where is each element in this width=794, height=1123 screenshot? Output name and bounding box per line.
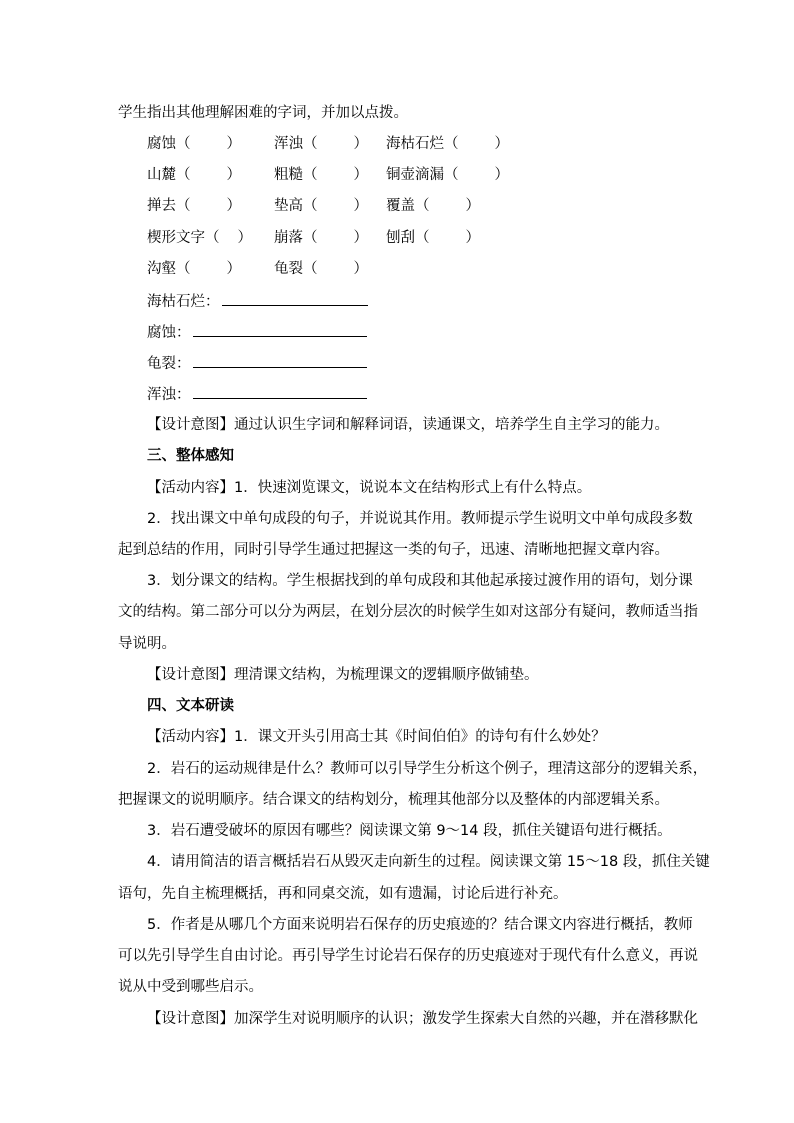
- vocab-item: 山麓（ ）: [147, 167, 241, 183]
- vocab-item: 掸去（ ）: [147, 198, 241, 214]
- paragraph: 说从中受到哪些启示。: [118, 979, 263, 995]
- answer-line[interactable]: [222, 291, 368, 306]
- vocab-item: 崩落（ ）: [274, 230, 368, 246]
- answer-line[interactable]: [193, 353, 367, 368]
- paragraph: 3．岩石遭受破坏的原因有哪些？阅读课文第 9～14 段，抓住关键语句进行概括。: [147, 823, 672, 839]
- paragraph: 【活动内容】1．课文开头引用高士其《时间伯伯》的诗句有什么妙处？: [147, 729, 606, 745]
- vocab-item: 刨刮（ ）: [386, 230, 480, 246]
- paragraph: 5．作者是从哪几个方面来说明岩石保存的历史痕迹的？结合课文内容进行概括，教师: [147, 917, 693, 933]
- vocab-item: 覆盖（ ）: [386, 198, 480, 214]
- fill-item: 龟裂：: [147, 353, 367, 374]
- intro-text: 学生指出其他理解困难的字词，并加以点拨。: [118, 105, 408, 121]
- paragraph: 起到总结的作用，同时引导学生通过把握这一类的句子，迅速、清晰地把握文章内容。: [118, 542, 669, 558]
- design-intent: 【设计意图】通过认识生字词和解释词语，读通课文，培养学生自主学习的能力。: [147, 417, 669, 433]
- section-heading: 四、文本研读: [147, 698, 234, 714]
- vocab-item: 楔形文字（ ）: [147, 230, 252, 246]
- paragraph: 语句，先自主梳理概括，再和同桌交流，如有遗漏，讨论后进行补充。: [118, 886, 568, 902]
- answer-line[interactable]: [193, 384, 367, 399]
- vocab-item: 沟壑（ ）: [147, 261, 241, 277]
- design-intent: 【设计意图】加深学生对说明顺序的认识；激发学生探索大自然的兴趣，并在潜移默化: [147, 1011, 698, 1027]
- section-heading: 三、整体感知: [147, 448, 234, 464]
- design-intent: 【设计意图】理清课文结构，为梳理课文的逻辑顺序做铺垫。: [147, 667, 539, 683]
- vocab-item: 浑浊（ ）: [274, 136, 368, 152]
- paragraph: 2．找出课文中单句成段的句子，并说说其作用。教师提示学生说明文中单句成段多数: [147, 511, 693, 527]
- vocab-item: 垫高（ ）: [274, 198, 368, 214]
- paragraph: 3．划分课文的结构。学生根据找到的单句成段和其他起承接过渡作用的语句，划分课: [147, 573, 693, 589]
- paragraph: 可以先引导学生自由讨论。再引导学生讨论岩石保存的历史痕迹对于现代有什么意义，再说: [118, 948, 698, 964]
- vocab-item: 海枯石烂（ ）: [386, 136, 509, 152]
- vocab-item: 粗糙（ ）: [274, 167, 368, 183]
- fill-item: 海枯石烂：: [147, 291, 368, 312]
- vocab-item: 铜壶滴漏（ ）: [386, 167, 509, 183]
- vocab-item: 龟裂（ ）: [274, 261, 368, 277]
- answer-line[interactable]: [193, 322, 367, 337]
- paragraph: 把握课文的说明顺序。结合课文的结构划分，梳理其他部分以及整体的内部逻辑关系。: [118, 792, 669, 808]
- paragraph: 4．请用简洁的语言概括岩石从毁灭走向新生的过程。阅读课文第 15～18 段，抓住关键: [147, 854, 710, 870]
- paragraph: 文的结构。第二部分可以分为两层，在划分层次的时候学生如对这部分有疑问，教师适当指: [118, 604, 698, 620]
- fill-item: 浑浊：: [147, 384, 367, 405]
- paragraph: 导说明。: [118, 636, 176, 652]
- paragraph: 2．岩石的运动规律是什么？教师可以引导学生分析这个例子，理清这部分的逻辑关系，: [147, 761, 708, 777]
- vocab-item: 腐蚀（ ）: [147, 136, 241, 152]
- fill-item: 腐蚀：: [147, 322, 367, 343]
- paragraph: 【活动内容】1．快速浏览课文，说说本文在结构形式上有什么特点。: [147, 480, 592, 496]
